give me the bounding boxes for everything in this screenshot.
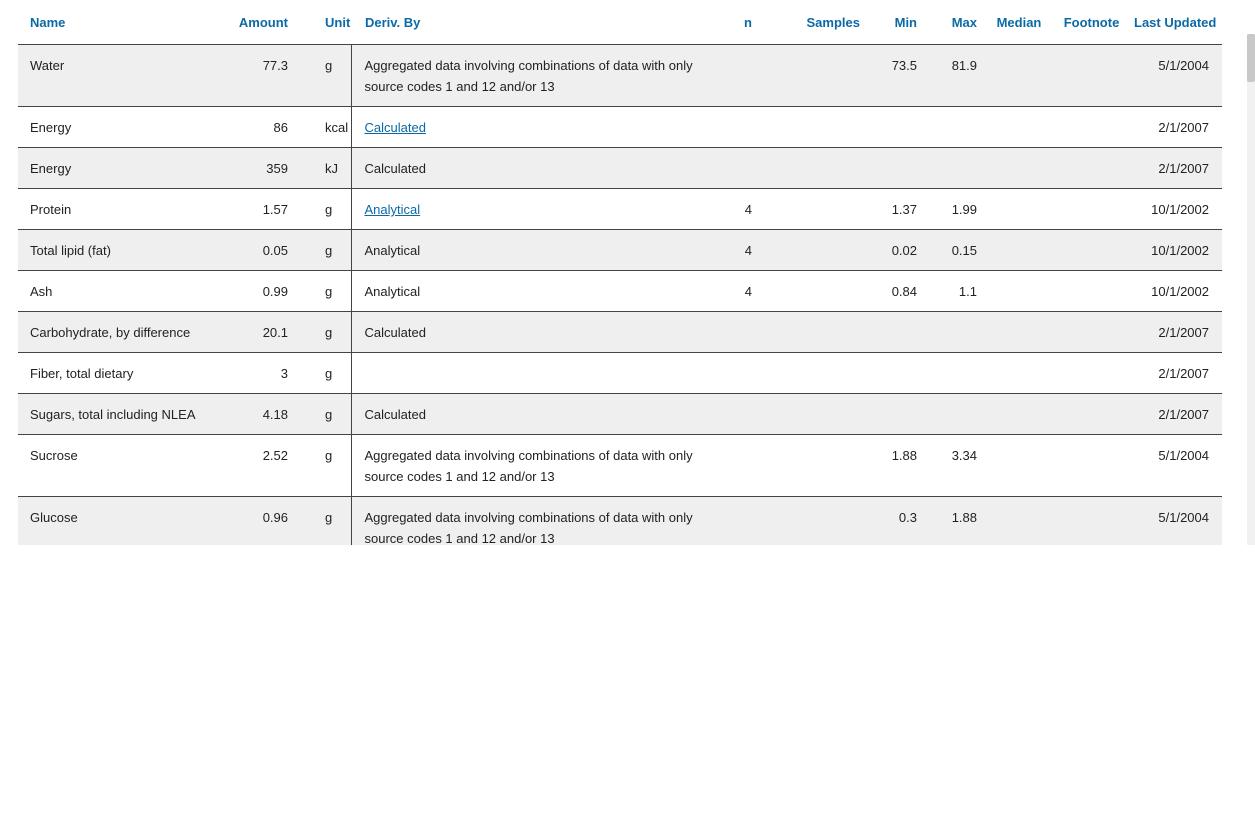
row-min: 73.5 [860,45,929,107]
row-max [929,312,989,353]
col-header-deriv-by[interactable]: Deriv. By [351,0,705,45]
row-name: Sucrose [18,435,213,497]
table-row [18,312,1222,353]
table-row [18,45,1222,107]
row-name: Energy [18,148,213,189]
deriv-link[interactable]: Analytical [364,202,421,217]
row-deriv-by: Aggregated data involving combinations of data with only source codes 1 and 12 and/or 13 [351,45,705,107]
row-median [989,353,1049,394]
row-unit: g [300,230,351,271]
row-last-updated: 2/1/2007 [1134,353,1222,394]
row-name: Protein [18,189,213,230]
row-footnote [1049,148,1134,189]
row-n [705,435,772,497]
row-n [705,394,772,435]
row-unit: g [300,497,351,546]
table-body [18,45,1222,546]
row-samples [772,435,860,497]
row-last-updated: 10/1/2002 [1134,271,1222,312]
row-samples [772,353,860,394]
row-amount: 77.3 [213,45,300,107]
col-header-unit[interactable]: Unit [300,0,351,45]
row-min [860,107,929,148]
row-samples [772,312,860,353]
row-name: Glucose [18,497,213,546]
col-header-n[interactable]: n [705,0,772,45]
col-header-amount[interactable]: Amount [213,0,300,45]
row-unit: g [300,394,351,435]
row-max: 81.9 [929,45,989,107]
row-last-updated: 2/1/2007 [1134,148,1222,189]
row-unit: g [300,271,351,312]
row-unit: g [300,189,351,230]
row-amount: 4.18 [213,394,300,435]
row-amount: 0.99 [213,271,300,312]
row-samples [772,497,860,546]
row-samples [772,271,860,312]
row-footnote [1049,497,1134,546]
row-deriv-by: Calculated [351,148,705,189]
row-unit: g [300,312,351,353]
row-n [705,148,772,189]
col-header-median[interactable]: Median [989,0,1049,45]
row-max: 1.99 [929,189,989,230]
row-amount: 3 [213,353,300,394]
row-deriv-by: Analytical [351,230,705,271]
row-footnote [1049,435,1134,497]
row-footnote [1049,230,1134,271]
row-deriv-by: Analytical [351,271,705,312]
row-median [989,394,1049,435]
row-amount: 2.52 [213,435,300,497]
row-last-updated: 5/1/2004 [1134,497,1222,546]
row-median [989,497,1049,546]
col-header-footnote[interactable]: Footnote [1049,0,1134,45]
table-divider [351,537,352,545]
row-samples [772,148,860,189]
row-n: 4 [705,189,772,230]
row-name: Fiber, total dietary [18,353,213,394]
row-amount: 20.1 [213,312,300,353]
row-median [989,271,1049,312]
table-row [18,497,1222,546]
col-header-min[interactable]: Min [860,0,929,45]
row-name: Carbohydrate, by difference [18,312,213,353]
row-amount: 0.96 [213,497,300,546]
row-last-updated: 2/1/2007 [1134,312,1222,353]
row-median [989,107,1049,148]
scrollbar-thumb[interactable] [1247,34,1255,82]
row-name: Energy [18,107,213,148]
row-n: 4 [705,271,772,312]
scrollbar-track[interactable] [1247,34,1255,545]
row-footnote [1049,394,1134,435]
row-last-updated: 2/1/2007 [1134,107,1222,148]
row-last-updated: 2/1/2007 [1134,394,1222,435]
row-n: 4 [705,230,772,271]
col-header-name[interactable]: Name [18,0,213,45]
row-name: Sugars, total including NLEA [18,394,213,435]
row-footnote [1049,271,1134,312]
nutrient-table [18,0,1222,545]
row-name: Water [18,45,213,107]
row-n [705,353,772,394]
row-deriv-by [351,189,705,230]
row-deriv-by [351,107,705,148]
row-footnote [1049,312,1134,353]
table-row [18,230,1222,271]
row-min [860,394,929,435]
deriv-link[interactable]: Calculated [364,120,426,135]
row-max: 1.1 [929,271,989,312]
row-min: 1.37 [860,189,929,230]
row-median [989,45,1049,107]
table-header-row [18,0,1222,45]
row-deriv-by: Calculated [351,312,705,353]
row-median [989,312,1049,353]
row-last-updated: 5/1/2004 [1134,435,1222,497]
row-min: 0.02 [860,230,929,271]
row-min: 0.3 [860,497,929,546]
row-amount: 359 [213,148,300,189]
table-row [18,271,1222,312]
row-n [705,45,772,107]
row-max [929,394,989,435]
row-unit: g [300,45,351,107]
row-last-updated: 10/1/2002 [1134,230,1222,271]
row-unit: kJ [300,148,351,189]
row-name: Total lipid (fat) [18,230,213,271]
table-row [18,353,1222,394]
col-header-samples[interactable]: Samples [772,0,860,45]
row-min: 1.88 [860,435,929,497]
row-median [989,148,1049,189]
row-n [705,497,772,546]
row-deriv-by: Calculated [351,394,705,435]
table-row [18,189,1222,230]
row-deriv-by: Aggregated data involving combinations of data with only source codes 1 and 12 and/or 13 [351,497,705,546]
row-min [860,148,929,189]
row-footnote [1049,45,1134,107]
row-median [989,435,1049,497]
row-samples [772,107,860,148]
row-name: Ash [18,271,213,312]
row-last-updated: 5/1/2004 [1134,45,1222,107]
row-median [989,189,1049,230]
table-row [18,394,1222,435]
row-amount: 0.05 [213,230,300,271]
table-row [18,148,1222,189]
col-header-last-updated[interactable]: Last Updated [1134,0,1222,45]
row-median [989,230,1049,271]
row-max [929,353,989,394]
row-amount: 86 [213,107,300,148]
row-unit: kcal [300,107,351,148]
row-max: 1.88 [929,497,989,546]
row-min: 0.84 [860,271,929,312]
row-samples [772,394,860,435]
row-max: 0.15 [929,230,989,271]
row-samples [772,45,860,107]
row-deriv-by [351,353,705,394]
row-max: 3.34 [929,435,989,497]
table-row [18,107,1222,148]
row-unit: g [300,353,351,394]
row-samples [772,189,860,230]
row-amount: 1.57 [213,189,300,230]
row-n [705,107,772,148]
row-n [705,312,772,353]
table-row [18,435,1222,497]
row-footnote [1049,107,1134,148]
row-min [860,312,929,353]
row-deriv-by: Aggregated data involving combinations of data with only source codes 1 and 12 and/or 13 [351,435,705,497]
row-last-updated: 10/1/2002 [1134,189,1222,230]
row-max [929,107,989,148]
row-footnote [1049,189,1134,230]
row-min [860,353,929,394]
col-header-max[interactable]: Max [929,0,989,45]
row-samples [772,230,860,271]
row-footnote [1049,353,1134,394]
row-unit: g [300,435,351,497]
row-max [929,148,989,189]
